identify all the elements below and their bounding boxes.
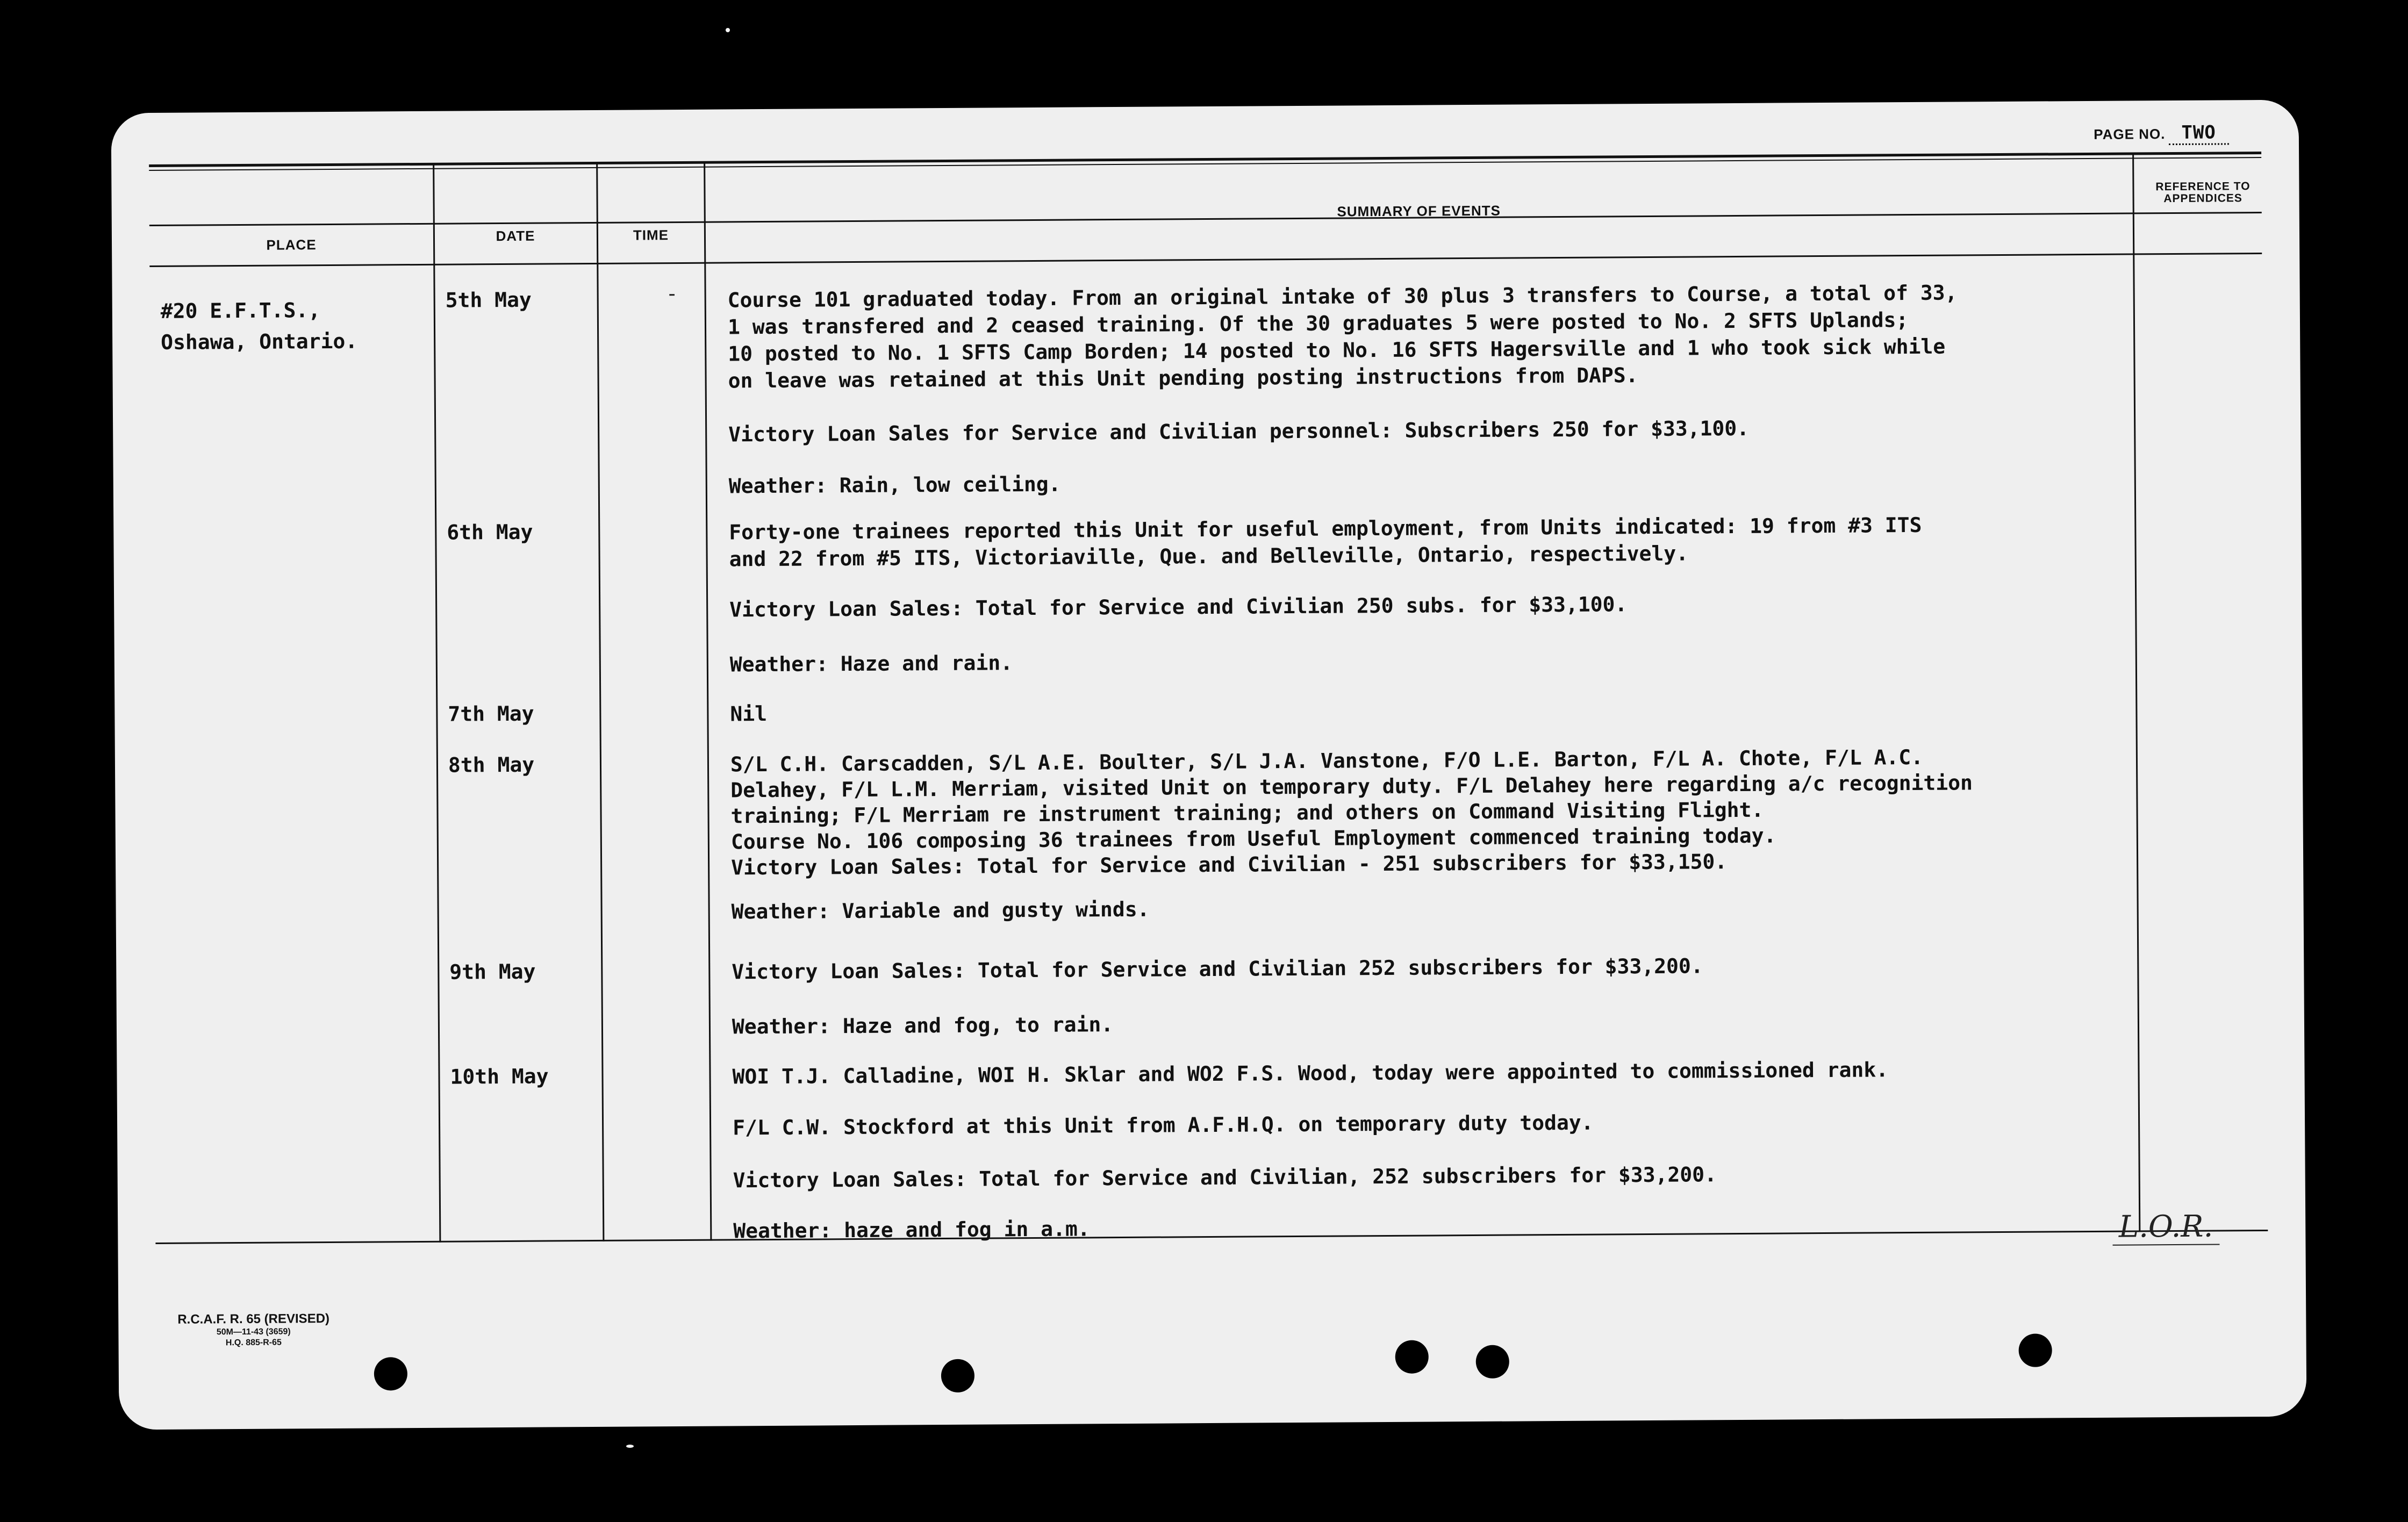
event-10may-stockford: F/L C.W. Stockford at this Unit from A.F.H.Q. on temporary duty today.	[732, 1110, 1594, 1140]
event-7may-nil: Nil	[730, 702, 768, 726]
date-6th-may: 6th May	[447, 520, 533, 544]
event-9may-victory-loan: Victory Loan Sales: Total for Service and Civilian 252 subscribers for $33,200.	[732, 954, 1703, 984]
date-5th-may: 5th May	[445, 288, 532, 312]
form-line-3: H.Q. 885-R-65	[225, 1338, 282, 1348]
header-rule-2	[149, 253, 2262, 267]
punch-hole-5	[2018, 1333, 2052, 1367]
header-reference: REFERENCE TO APPENDICES	[2155, 180, 2251, 205]
page-number	[2094, 121, 2229, 146]
place-text: #20 E.F.T.S., Oshawa, Ontario.	[160, 298, 358, 354]
column-divider-summary	[2132, 154, 2140, 1232]
column-divider-place	[433, 165, 441, 1243]
event-5may-course101: Course 101 graduated today. From an original intake of 30 plus 3 transfers to Course, a total of 33, 1 was transfered and 2 ceased training. Of the 30 graduates 5 were posted to No. 2 SFTS Uplands; 10 posted to No. 1 SFTS Camp Borden; 14 posted to No. 16 SFTS Hagersville and 1 who took sick while on leave was retained at this Unit pending posting instructions from DAPS.	[727, 281, 1958, 393]
event-9may-weather: Weather: Haze and fog, to rain.	[732, 1013, 1114, 1039]
time-mark: -	[665, 282, 678, 306]
event-5may-weather: Weather: Rain, low ceiling.	[728, 472, 1061, 498]
reference-initials: L.O.R.	[2112, 1209, 2220, 1246]
column-divider-time	[704, 163, 712, 1241]
event-8may-weather: Weather: Variable and gusty winds.	[731, 897, 1150, 924]
date-7th-may: 7th May	[448, 701, 534, 726]
header-time: TIME	[633, 227, 669, 243]
punch-hole-1	[374, 1357, 407, 1390]
punch-hole-4	[1476, 1345, 1509, 1379]
form-line-1: R.C.A.F. R. 65 (REVISED)	[177, 1311, 330, 1327]
dust-speck-2	[626, 1445, 634, 1448]
header-date: DATE	[496, 227, 535, 245]
form-line-2: 50M—11-43 (3659)	[216, 1327, 291, 1337]
date-8th-may: 8th May	[448, 752, 535, 777]
dust-speck	[726, 28, 730, 32]
event-10may-commissions: WOI T.J. Calladine, WOI H. Sklar and WO2 F.S. Wood, today were appointed to commissioned rank.	[732, 1058, 1889, 1089]
page-no-value: TWO	[2168, 121, 2229, 145]
event-10may-victory-loan: Victory Loan Sales: Total for Service and Civilian, 252 subscribers for $33,200.	[733, 1162, 1717, 1193]
event-6may-trainees: Forty-one trainees reported this Unit for useful employment, from Units indicated: 19 from #3 ITS and 22 from #5 ITS, Victoriaville, Que. and Belleville, Ontario, respectively.	[729, 513, 1922, 571]
punch-hole-2	[941, 1359, 974, 1392]
header-place: PLACE	[266, 236, 317, 253]
event-8may-visitors: S/L C.H. Carscadden, S/L A.E. Boulter, S/L J.A. Vanstone, F/O L.E. Barton, F/L A. Chote, F/L A.C. Delahey, F/L L.M. Merriam, visited Unit on temporary duty. F/L Delahey here regarding a/c recognition training; F/L Merriam re instrument training; and others on Command Visiting Flight. Course No. 106 composing 36 trainees from Useful Employment commenced training today. Victory Loan Sales: Total for Service and Civilian - 251 subscribers for $33,150.	[730, 745, 1973, 880]
event-5may-victory-loan: Victory Loan Sales for Service and Civilian personnel: Subscribers 250 for $33,100.	[728, 416, 1750, 447]
form-number	[177, 1311, 329, 1349]
event-10may-weather: Weather: haze and fog in a.m.	[733, 1217, 1090, 1243]
date-9th-may: 9th May	[449, 959, 536, 984]
header-summary: SUMMARY OF EVENTS	[1337, 202, 1501, 220]
diary-card	[111, 100, 2307, 1430]
event-6may-victory-loan: Victory Loan Sales: Total for Service and Civilian 250 subs. for $33,100.	[729, 592, 1628, 622]
punch-hole-3	[1395, 1340, 1429, 1374]
event-6may-weather: Weather: Haze and rain.	[729, 651, 1013, 677]
page-no-label: PAGE NO.	[2094, 126, 2166, 142]
date-10th-may: 10th May	[450, 1064, 549, 1089]
